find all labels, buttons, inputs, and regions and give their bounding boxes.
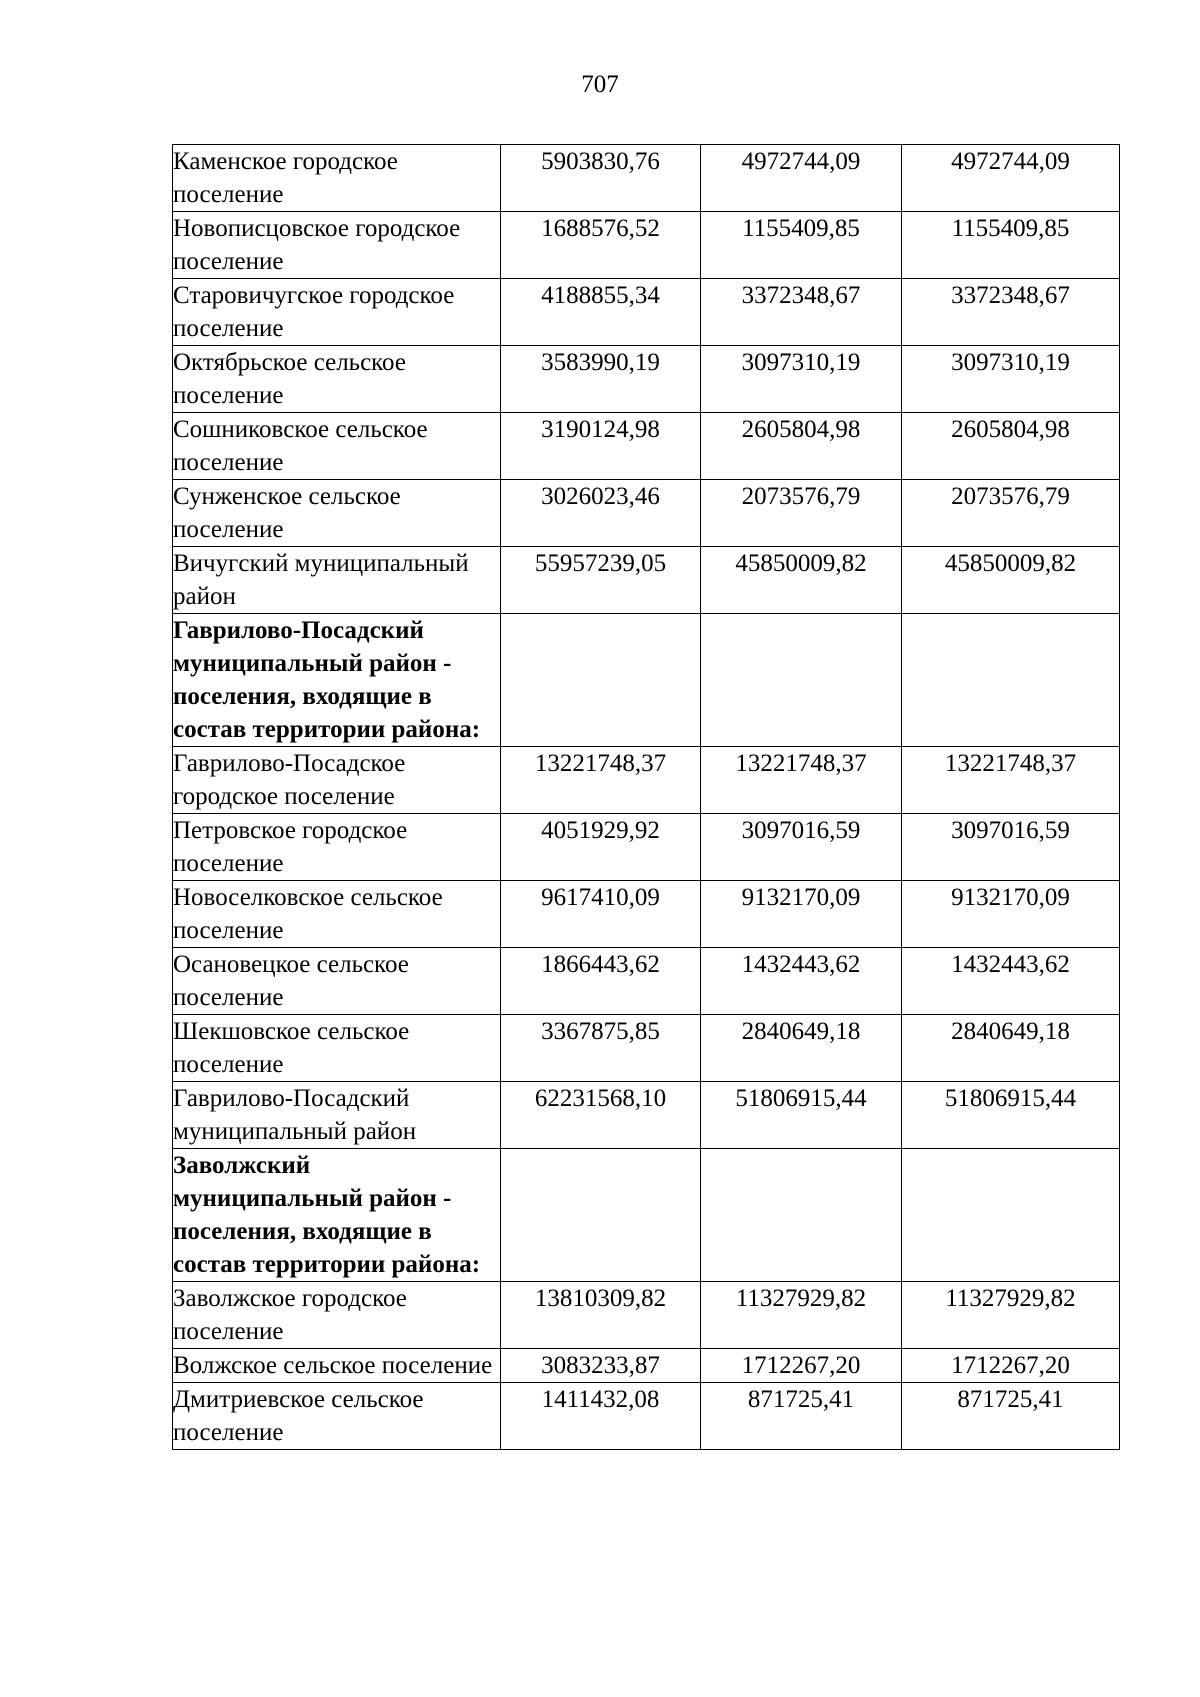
value-col-1: 3583990,19 bbox=[501, 346, 701, 413]
value-col-3: 51806915,44 bbox=[902, 1082, 1120, 1149]
value-col-3: 2840649,18 bbox=[902, 1015, 1120, 1082]
value-col-1: 3026023,46 bbox=[501, 480, 701, 547]
value-col-2: 1155409,85 bbox=[701, 212, 902, 279]
settlement-name: Гаврилово-Посадское городское поселение bbox=[173, 747, 501, 814]
value-col-2: 2073576,79 bbox=[701, 480, 902, 547]
table-row bbox=[173, 948, 1120, 1015]
page-number: 707 bbox=[581, 71, 619, 98]
value-col-2: 3097016,59 bbox=[701, 814, 902, 881]
value-col-1: 3367875,85 bbox=[501, 1015, 701, 1082]
settlement-name: Волжское сельское поселение bbox=[173, 1349, 501, 1383]
table-row bbox=[173, 480, 1120, 547]
value-col-3: 1432443,62 bbox=[902, 948, 1120, 1015]
table-row bbox=[173, 1015, 1120, 1082]
district-total-name: Вичугский муниципальный район bbox=[173, 547, 501, 614]
settlement-name: Петровское городское поселение bbox=[173, 814, 501, 881]
value-col-2: 4972744,09 bbox=[701, 145, 902, 212]
value-col-1: 1688576,52 bbox=[501, 212, 701, 279]
settlement-name: Сошниковское сельское поселение bbox=[173, 413, 501, 480]
value-col-3: 4972744,09 bbox=[902, 145, 1120, 212]
table-row bbox=[173, 814, 1120, 881]
settlement-name: Новоселковское сельское поселение bbox=[173, 881, 501, 948]
value-col-3: 13221748,37 bbox=[902, 747, 1120, 814]
value-col-2: 51806915,44 bbox=[701, 1082, 902, 1149]
settlement-name: Октябрьское сельское поселение bbox=[173, 346, 501, 413]
table-row bbox=[173, 881, 1120, 948]
value-col-1 bbox=[501, 1149, 701, 1282]
value-col-3 bbox=[902, 614, 1120, 747]
value-col-2: 9132170,09 bbox=[701, 881, 902, 948]
table-row bbox=[173, 279, 1120, 346]
value-col-2 bbox=[701, 1149, 902, 1282]
district-total-name: Гаврилово-Посадский муниципальный район bbox=[173, 1082, 501, 1149]
district-header-row bbox=[173, 614, 1120, 747]
value-col-1: 62231568,10 bbox=[501, 1082, 701, 1149]
table-row bbox=[173, 1082, 1120, 1149]
value-col-3: 3372348,67 bbox=[902, 279, 1120, 346]
settlement-name: Дмитриевское сельское поселение bbox=[173, 1383, 501, 1450]
value-col-2: 3097310,19 bbox=[701, 346, 902, 413]
value-col-1: 4051929,92 bbox=[501, 814, 701, 881]
value-col-3: 3097310,19 bbox=[902, 346, 1120, 413]
value-col-2: 2605804,98 bbox=[701, 413, 902, 480]
value-col-2: 11327929,82 bbox=[701, 1282, 902, 1349]
table-row bbox=[173, 747, 1120, 814]
value-col-2: 1712267,20 bbox=[701, 1349, 902, 1383]
value-col-3: 1155409,85 bbox=[902, 212, 1120, 279]
value-col-3: 45850009,82 bbox=[902, 547, 1120, 614]
table-row bbox=[173, 1282, 1120, 1349]
value-col-3: 2073576,79 bbox=[902, 480, 1120, 547]
table-row bbox=[173, 547, 1120, 614]
district-header-row bbox=[173, 1149, 1120, 1282]
settlement-name: Заволжское городское поселение bbox=[173, 1282, 501, 1349]
value-col-1: 13810309,82 bbox=[501, 1282, 701, 1349]
settlement-name: Старовичугское городское поселение bbox=[173, 279, 501, 346]
value-col-2: 1432443,62 bbox=[701, 948, 902, 1015]
value-col-1: 1411432,08 bbox=[501, 1383, 701, 1450]
settlement-name: Каменское городское поселение bbox=[173, 145, 501, 212]
value-col-3: 3097016,59 bbox=[902, 814, 1120, 881]
value-col-1: 4188855,34 bbox=[501, 279, 701, 346]
value-col-1: 3190124,98 bbox=[501, 413, 701, 480]
table-row bbox=[173, 212, 1120, 279]
value-col-2: 13221748,37 bbox=[701, 747, 902, 814]
value-col-1: 5903830,76 bbox=[501, 145, 701, 212]
settlement-name: Шекшовское сельское поселение bbox=[173, 1015, 501, 1082]
settlement-name: Осановецкое сельское поселение bbox=[173, 948, 501, 1015]
table-row bbox=[173, 1349, 1120, 1383]
value-col-1: 1866443,62 bbox=[501, 948, 701, 1015]
value-col-3: 1712267,20 bbox=[902, 1349, 1120, 1383]
value-col-3: 9132170,09 bbox=[902, 881, 1120, 948]
budget-table bbox=[172, 144, 1120, 1450]
settlement-name: Сунженское сельское поселение bbox=[173, 480, 501, 547]
value-col-3: 11327929,82 bbox=[902, 1282, 1120, 1349]
value-col-1: 3083233,87 bbox=[501, 1349, 701, 1383]
table-row bbox=[173, 145, 1120, 212]
value-col-1: 55957239,05 bbox=[501, 547, 701, 614]
value-col-3 bbox=[902, 1149, 1120, 1282]
district-header: Гаврилово-Посадский муниципальный район - поселения, входящие в состав территории района: bbox=[173, 614, 501, 747]
table-row bbox=[173, 1383, 1120, 1450]
value-col-2: 2840649,18 bbox=[701, 1015, 902, 1082]
district-header: Заволжский муниципальный район - поселения, входящие в состав территории района: bbox=[173, 1149, 501, 1282]
value-col-3: 2605804,98 bbox=[902, 413, 1120, 480]
value-col-1: 9617410,09 bbox=[501, 881, 701, 948]
value-col-1 bbox=[501, 614, 701, 747]
table-row bbox=[173, 346, 1120, 413]
value-col-1: 13221748,37 bbox=[501, 747, 701, 814]
settlement-name: Новописцовское городское поселение bbox=[173, 212, 501, 279]
value-col-3: 871725,41 bbox=[902, 1383, 1120, 1450]
value-col-2: 45850009,82 bbox=[701, 547, 902, 614]
table-row bbox=[173, 413, 1120, 480]
value-col-2: 3372348,67 bbox=[701, 279, 902, 346]
value-col-2: 871725,41 bbox=[701, 1383, 902, 1450]
value-col-2 bbox=[701, 614, 902, 747]
